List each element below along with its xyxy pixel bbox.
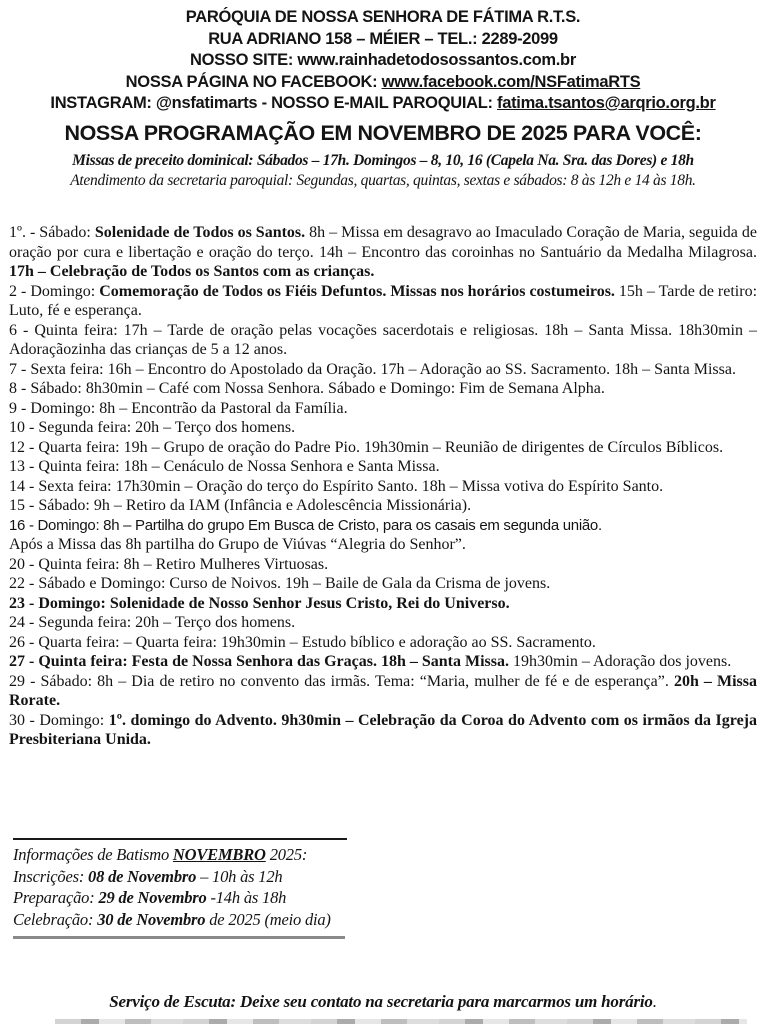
event-item: 15 - Sábado: 9h – Retiro da IAM (Infância e Adolescência Missionária). [9,497,472,514]
event-item: 23 - Domingo: Solenidade de Nosso Senhor Jesus Cristo, Rei do Universo. [9,594,510,612]
event-item: Após a Missa das 8h partilha do Grupo de Viúvas “Alegria do Senhor”. [9,536,466,553]
event-item: 13 - Quinta feira: 18h – Cenáculo de Nossa Senhora e Santa Missa. [9,458,440,475]
events-list [9,223,757,750]
event-item: 24 - Segunda feira: 20h – Terço dos homens. [9,614,296,631]
event-item: 9 - Domingo: 8h – Encontrão da Pastoral da Família. [9,399,348,417]
baptism-inscriptions: Inscrições: 08 de Novembro – 10h às 12h [13,866,283,886]
facebook-link[interactable]: www.facebook.com/NSFatimaRTS [381,72,641,91]
event-item: 12 - Quarta feira: 19h – Grupo de oração do Padre Pio. 19h30min – Reunião de dirigentes de Círculos Bíblicos. [9,438,724,456]
event-item: 20 - Quinta feira: 8h – Retiro Mulheres Virtuosas. [9,555,329,573]
event-item: 30 - Domingo: 1º. domingo do Advento. 9h30min – Celebração da Coroa do Advento com os irmãos da Igreja Presbiteriana Unida. [9,711,757,748]
scan-artifact [55,1019,747,1024]
website-line: NOSSO SITE: www.rainhadetodosossantos.com.br [190,51,576,69]
event-item: 1º. - Sábado: Solenidade de Todos os Santos. 8h – Missa em desagravo ao Imaculado Coração de Maria, seguida de oração por cura e libertação e oração do terço. 14h – Encontro das coroinhas no Santuário da Medalha Milagrosa. 17h – Celebração de Todos os Santos com as crianças. [9,224,757,280]
page-title: NOSSA PROGRAMAÇÃO EM NOVEMBRO DE 2025 PARA VOCÊ: [64,120,702,145]
baptism-celebration: Celebração: 30 de Novembro de 2025 (meio dia) [13,909,331,929]
event-item: 22 - Sábado e Domingo: Curso de Noivos. 19h – Baile de Gala da Crisma de jovens. [9,575,551,592]
divider-line-bottom [13,936,345,939]
email-link[interactable]: fatima.tsantos@arqrio.org.br [497,94,716,112]
divider-line-top [13,838,347,840]
event-item: 26 - Quarta feira: – Quarta feira: 19h30min – Estudo bíblico e adoração ao SS. Sacramento. [9,633,596,651]
instagram-email-line: INSTAGRAM: @nsfatimarts - NOSSO E-MAIL PAROQUIAL: fatima.tsantos@arqrio.org.br [50,94,716,112]
listening-service-note: Serviço de Escuta: Deixe seu contato na secretaria para marcarmos um horário. [109,992,657,1011]
baptism-section [13,838,413,939]
baptism-preparation: Preparação: 29 de Novembro -14h às 18h [13,888,287,907]
event-item: 8 - Sábado: 8h30min – Café com Nossa Senhora. Sábado e Domingo: Fim de Semana Alpha. [9,380,605,397]
event-item: 16 - Domingo: 8h – Partilha do grupo Em Busca de Cristo, para os casais em segunda união. [9,516,602,534]
event-item: 10 - Segunda feira: 20h – Terço dos homens. [9,419,296,436]
event-item: 7 - Sexta feira: 16h – Encontro do Apostolado da Oração. 17h – Adoração ao SS. Sacramento. 18h – Santa Missa. [9,360,736,378]
baptism-title: Informações de Batismo NOVEMBRO 2025: [13,845,308,864]
letterhead [0,7,766,191]
event-item: 14 - Sexta feira: 17h30min – Oração do terço do Espírito Santo. 18h – Missa votiva do Espírito Santo. [9,477,664,495]
office-hours-subtitle: Atendimento da secretaria paroquial: Segundas, quartas, quintas, sextas e sábados: 8 às 12h e 14 às 18h. [70,171,696,189]
parish-name: PARÓQUIA DE NOSSA SENHORA DE FÁTIMA R.T.S. [185,8,581,26]
address-line: RUA ADRIANO 158 – MÉIER – TEL.: 2289-2099 [208,29,558,48]
event-item: 6 - Quinta feira: 17h – Tarde de oração pelas vocações sacerdotais e religiosas. 18h – Santa Missa. 18h30min – Adoraçãozinha das crianças de 5 a 12 anos. [9,321,757,358]
event-item: 29 - Sábado: 8h – Dia de retiro no convento das irmãs. Tema: “Maria, mulher de fé e de esperança”. 20h – Missa Rorate. [9,672,758,709]
facebook-line: NOSSA PÁGINA NO FACEBOOK: www.facebook.com/NSFatimaRTS [125,72,641,91]
mass-schedule-subtitle: Missas de preceito dominical: Sábados – 17h. Domingos – 8, 10, 16 (Capela Na. Sra. das Dores) e 18h [72,151,694,169]
event-item: 27 - Quinta feira: Festa de Nossa Senhora das Graças. 18h – Santa Missa. 19h30min – Adoração dos jovens. [9,653,732,670]
event-item: 2 - Domingo: Comemoração de Todos os Fiéis Defuntos. Missas nos horários costumeiros. 15h – Tarde de retiro: Luto, fé e esperança. [9,282,758,319]
